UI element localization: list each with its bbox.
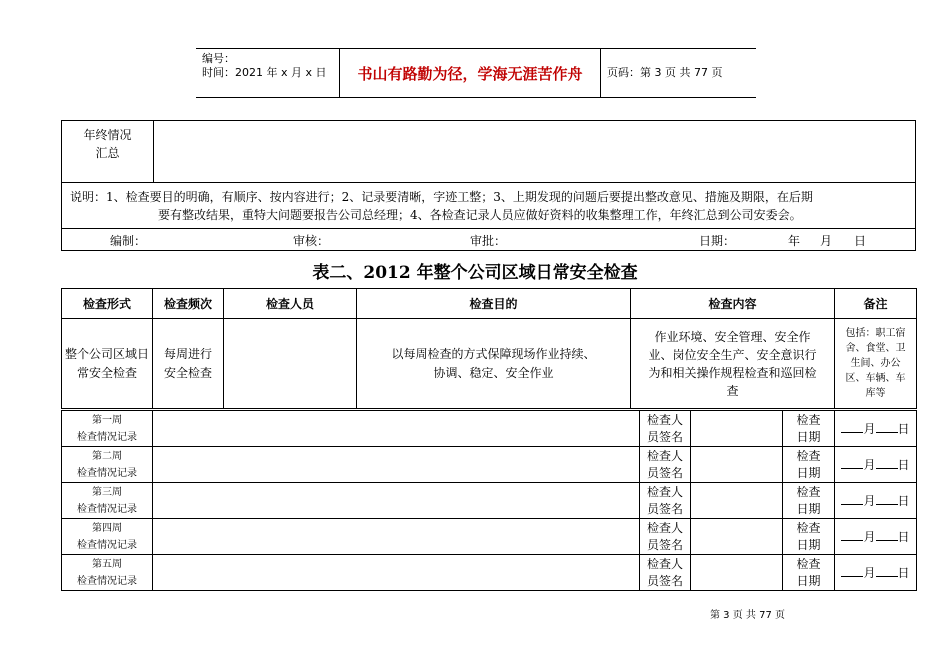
- signer-label-cell: [640, 519, 691, 555]
- sign-compile: 编制：: [110, 234, 147, 248]
- date-line-2: 日期: [796, 537, 821, 552]
- time-label: 时间：2021 年 x 月 x 日: [202, 66, 327, 79]
- sign-review: 审核：: [293, 234, 330, 248]
- date-label-cell: [783, 519, 835, 555]
- signer-line-1: 检查人: [646, 520, 683, 535]
- date-line-2: 日期: [796, 429, 821, 444]
- freq-line-2: 安全检查: [164, 365, 213, 380]
- week-label-cell: [62, 447, 153, 483]
- motto-cell: [339, 49, 601, 97]
- content-line-4: 查: [726, 383, 739, 398]
- page-header: [196, 48, 756, 98]
- header-purpose: 检查目的: [357, 289, 631, 319]
- header-form: 检查形式: [62, 289, 153, 319]
- signer-line-2: 员签名: [646, 429, 683, 444]
- week-record-field[interactable]: [153, 519, 640, 555]
- table-title: 表二、2012 年整个公司区域日常安全检查: [312, 263, 638, 283]
- summary-table: [61, 120, 916, 251]
- date-line-2: 日期: [796, 573, 821, 588]
- signer-line-1: 检查人: [646, 556, 683, 571]
- date-line-1: 检查: [796, 412, 821, 427]
- signer-field[interactable]: [691, 411, 783, 447]
- year-end-label: 年终情况: [83, 128, 132, 142]
- signer-label-cell: [640, 411, 691, 447]
- form-line-1: 整个公司区域日: [64, 346, 149, 361]
- staff-cell: [224, 319, 357, 409]
- signer-field[interactable]: [691, 555, 783, 591]
- signer-line-1: 检查人: [646, 412, 683, 427]
- week-record-field[interactable]: [153, 411, 640, 447]
- content-line-2: 业、岗位安全生产、安全意识行: [648, 347, 817, 362]
- note-line-1: 说明：1、检查要目的明确，有顺序、按内容进行；2、记录要清晰，字迹工整；3、上期发现的问题后要提出整改意见、措施及期限，在后期: [70, 189, 813, 204]
- purpose-line-1: 以每周检查的方式保障现场作业持续、: [391, 346, 596, 361]
- purpose-cell: [357, 319, 631, 409]
- sign-date: 日期：: [699, 234, 736, 248]
- date-line-2: 日期: [796, 465, 821, 480]
- signer-label-cell: [640, 555, 691, 591]
- day-char: 日: [897, 566, 910, 580]
- weekly-records-table: [61, 410, 917, 591]
- year-end-label-2: 汇总: [95, 146, 120, 160]
- month-char: 月: [863, 494, 876, 508]
- week-row: [62, 555, 917, 591]
- motto-text: 书山有路勤为径，学海无涯苦作舟: [357, 64, 583, 83]
- week-record-field[interactable]: [153, 483, 640, 519]
- content-line-3: 为和相关操作规程检查和巡回检: [648, 365, 817, 380]
- inspection-table: [61, 288, 917, 409]
- week-row: [62, 519, 917, 555]
- week-record-field[interactable]: [153, 555, 640, 591]
- date-line-1: 检查: [796, 484, 821, 499]
- remark-line-2: 舍、食堂、卫: [845, 343, 906, 354]
- year-end-label-cell: [62, 121, 154, 183]
- date-field[interactable]: [835, 447, 917, 483]
- date-line-2: 日期: [796, 501, 821, 516]
- date-field[interactable]: [835, 411, 917, 447]
- week-row: [62, 447, 917, 483]
- week-name: 第二周: [92, 450, 122, 462]
- form-line-2: 常安全检查: [76, 365, 137, 380]
- week-name: 第三周: [92, 486, 122, 498]
- frequency-cell: [153, 319, 224, 409]
- week-record-label: 检查情况记录: [77, 431, 137, 443]
- header-remark: 备注: [835, 289, 917, 319]
- week-name: 第四周: [92, 522, 122, 534]
- day-char: 日: [897, 458, 910, 472]
- signer-field[interactable]: [691, 483, 783, 519]
- remark-line-3: 生间、办公: [850, 358, 901, 369]
- note-cell: [62, 183, 916, 229]
- month-char: 月: [863, 530, 876, 544]
- week-row: [62, 483, 917, 519]
- signer-field[interactable]: [691, 447, 783, 483]
- remark-line-5: 库等: [865, 388, 886, 399]
- signer-line-2: 员签名: [646, 501, 683, 516]
- signer-field[interactable]: [691, 519, 783, 555]
- month-char: 月: [863, 422, 876, 436]
- header-meta: [196, 49, 339, 97]
- date-label-cell: [783, 411, 835, 447]
- day-char: 日: [897, 530, 910, 544]
- form-cell: [62, 319, 153, 409]
- week-record-label: 检查情况记录: [77, 539, 137, 551]
- signer-line-2: 员签名: [646, 573, 683, 588]
- signer-label-cell: [640, 483, 691, 519]
- week-label-cell: [62, 555, 153, 591]
- date-label-cell: [783, 447, 835, 483]
- sign-approve: 审批：: [470, 234, 507, 248]
- date-field[interactable]: [835, 555, 917, 591]
- signer-line-2: 员签名: [646, 465, 683, 480]
- signature-row: [62, 229, 916, 251]
- date-line-1: 检查: [796, 556, 821, 571]
- header-content: 检查内容: [631, 289, 835, 319]
- date-label-cell: [783, 483, 835, 519]
- date-label-cell: [783, 555, 835, 591]
- page-info-cell: [601, 49, 756, 97]
- content-line-1: 作业环境、安全管理、安全作: [654, 329, 811, 344]
- month-char: 月: [863, 458, 876, 472]
- page-info: 页码：第 3 页 共 77 页: [607, 66, 723, 79]
- content-cell: [631, 319, 835, 409]
- day-char: 日: [897, 422, 910, 436]
- date-line-1: 检查: [796, 448, 821, 463]
- date-field[interactable]: [835, 483, 917, 519]
- week-record-label: 检查情况记录: [77, 467, 137, 479]
- sign-year: 年: [788, 234, 801, 248]
- signer-line-2: 员签名: [646, 537, 683, 552]
- remark-cell: [835, 319, 917, 409]
- week-label-cell: [62, 411, 153, 447]
- signer-label-cell: [640, 447, 691, 483]
- week-name: 第一周: [92, 414, 122, 426]
- day-char: 日: [897, 494, 910, 508]
- signer-line-1: 检查人: [646, 448, 683, 463]
- page-footer: 第 3 页 共 77 页: [710, 610, 785, 621]
- remark-line-4: 区、车辆、车: [845, 373, 906, 384]
- week-record-label: 检查情况记录: [77, 503, 137, 515]
- month-char: 月: [863, 566, 876, 580]
- week-label-cell: [62, 483, 153, 519]
- week-row: [62, 411, 917, 447]
- date-field[interactable]: [835, 519, 917, 555]
- number-label: 编号：: [202, 52, 235, 65]
- date-line-1: 检查: [796, 520, 821, 535]
- purpose-line-2: 协调、稳定、安全作业: [433, 365, 554, 380]
- year-end-content-cell: [154, 121, 916, 183]
- header-frequency: 检查频次: [153, 289, 224, 319]
- sign-month: 月: [820, 234, 833, 248]
- signer-line-1: 检查人: [646, 484, 683, 499]
- week-record-field[interactable]: [153, 447, 640, 483]
- week-label-cell: [62, 519, 153, 555]
- header-staff: 检查人员: [224, 289, 357, 319]
- sign-day: 日: [854, 234, 867, 248]
- freq-line-1: 每周进行: [164, 346, 213, 361]
- week-record-label: 检查情况记录: [77, 575, 137, 587]
- remark-line-1: 包括：职工宿: [845, 328, 906, 339]
- note-line-2: 要有整改结果，重特大问题要报告公司总经理；4、各检查记录人员应做好资料的收集整理工作，年终汇总到公司安委会。: [158, 207, 802, 222]
- week-name: 第五周: [92, 558, 122, 570]
